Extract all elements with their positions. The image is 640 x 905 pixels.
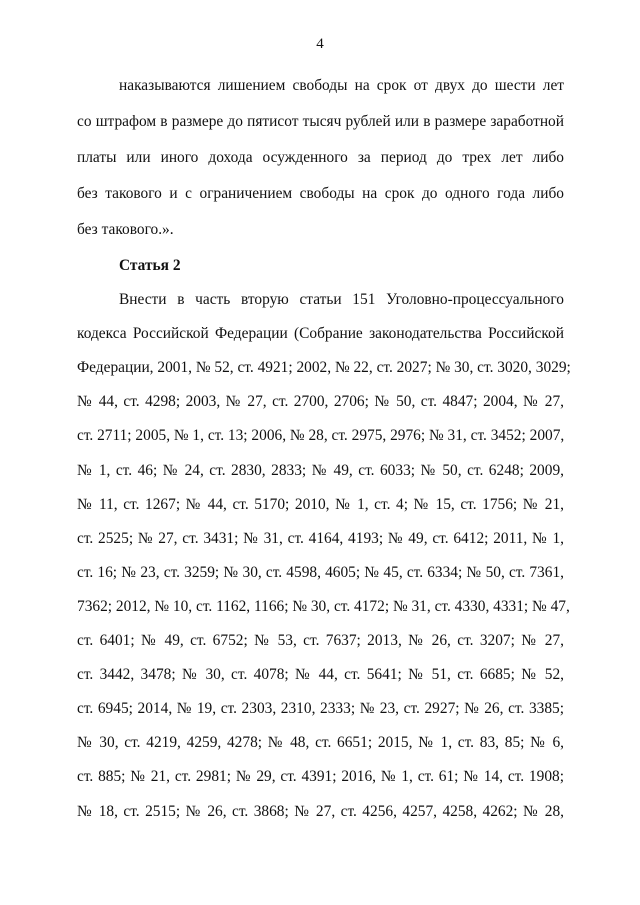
paragraph-line: ст. 2711; 2005, № 1, ст. 13; 2006, № 28, ст. 2975, 2976; № 31, ст. 3452; 2007, (77, 427, 565, 444)
paragraph-line: ст. 16; № 23, ст. 3259; № 30, ст. 4598, 4605; № 45, ст. 6334; № 50, ст. 7361, (77, 564, 564, 581)
paragraph-line: № 18, ст. 2515; № 26, ст. 3868; № 27, ст. 4256, 4257, 4258, 4262; № 28, (77, 803, 564, 820)
paragraph-line: ст. 885; № 21, ст. 2981; № 29, ст. 4391; 2016, № 1, ст. 61; № 14, ст. 1908; (77, 768, 564, 785)
paragraph-line: Федерации, 2001, № 52, ст. 4921; 2002, № 22, ст. 2027; № 30, ст. 3020, 3029; (77, 359, 571, 376)
page-number: 4 (316, 36, 324, 52)
paragraph-line: 7362; 2012, № 10, ст. 1162, 1166; № 30, ст. 4172; № 31, ст. 4330, 4331; № 47, (77, 598, 570, 615)
paragraph-line: ст. 3442, 3478; № 30, ст. 4078; № 44, ст. 5641; № 51, ст. 6685; № 52, (77, 666, 564, 683)
paragraph-line: ст. 6945; 2014, № 19, ст. 2303, 2310, 2333; № 23, ст. 2927; № 26, ст. 3385; (77, 700, 564, 717)
paragraph-line: без такового.». (77, 221, 174, 238)
paragraph-line: наказываются лишением свободы на срок от двух до шести лет (119, 77, 564, 94)
paragraph-line: без такового и с ограничением свободы на срок до одного года либо (77, 185, 564, 202)
paragraph-line: ст. 6401; № 49, ст. 6752; № 53, ст. 7637; 2013, № 26, ст. 3207; № 27, (77, 632, 564, 649)
paragraph-line: платы или иного дохода осужденного за период до трех лет либо (77, 149, 564, 166)
paragraph-line: со штрафом в размере до пятисот тысяч рублей или в размере заработной (77, 113, 564, 130)
paragraph-line: Внести в часть вторую статьи 151 Уголовно-процессуального (119, 291, 564, 308)
paragraph-line: № 1, ст. 46; № 24, ст. 2830, 2833; № 49, ст. 6033; № 50, ст. 6248; 2009, (77, 462, 564, 479)
paragraph-line: кодекса Российской Федерации (Собрание законодательства Российской (77, 325, 564, 342)
paragraph-line: № 30, ст. 4219, 4259, 4278; № 48, ст. 6651; 2015, № 1, ст. 83, 85; № 6, (77, 734, 564, 751)
paragraph-line: № 11, ст. 1267; № 44, ст. 5170; 2010, № 1, ст. 4; № 15, ст. 1756; № 21, (77, 496, 564, 513)
article-heading: Статья 2 (119, 257, 181, 274)
paragraph-line: ст. 2525; № 27, ст. 3431; № 31, ст. 4164, 4193; № 49, ст. 6412; 2011, № 1, (77, 530, 564, 547)
paragraph-line: № 44, ст. 4298; 2003, № 27, ст. 2700, 2706; № 50, ст. 4847; 2004, № 27, (77, 393, 564, 410)
